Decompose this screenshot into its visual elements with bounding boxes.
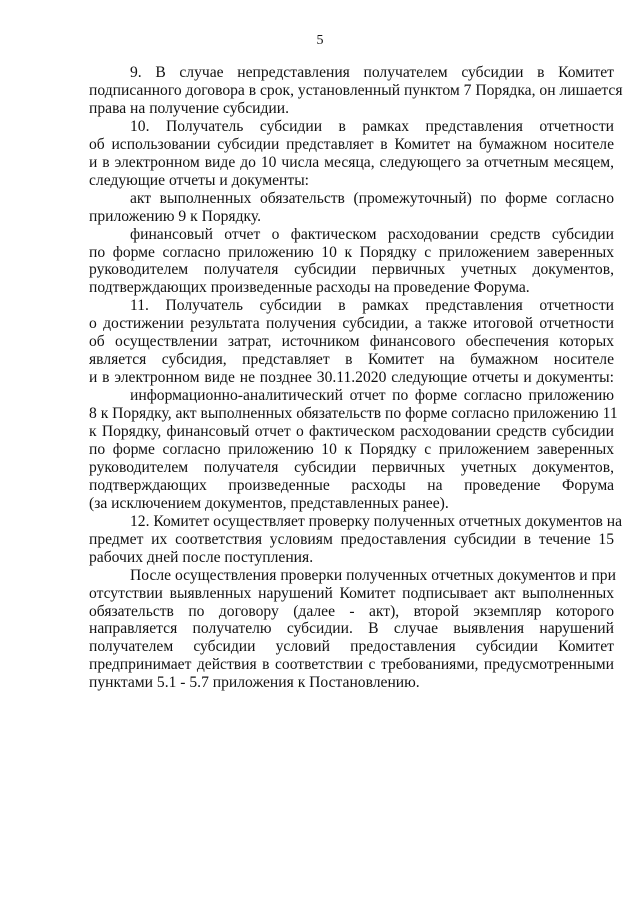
text-line: акт выполненных обязательств (промежуточный) по форме согласно <box>130 189 614 207</box>
text-line: 8 к Порядку, акт выполненных обязательств по форме согласно приложению 11 <box>89 405 618 423</box>
text-line: о достижении результата получения субсидии, а также итоговой отчетности <box>89 315 614 333</box>
text-line: руководителем получателя субсидии первичных учетных документов, <box>89 458 614 476</box>
text-line: получателем субсидии условий предоставления субсидии Комитет <box>89 638 614 656</box>
text-line: об использовании субсидии представляет в Комитет на бумажном носителе <box>89 135 614 153</box>
text-line: подтверждающих произведенные расходы на проведение Форума. <box>89 279 530 297</box>
text-line: к Порядку, финансовый отчет о фактическом расходовании средств субсидии <box>89 423 614 440</box>
text-line: и в электронном виде до 10 числа месяца, следующего за отчетным месяцем, <box>89 153 614 171</box>
text-line: подписанного договора в срок, установленный пунктом 7 Порядка, он лишается <box>89 81 623 99</box>
text-line: 12. Комитет осуществляет проверку полученных отчетных документов на <box>130 512 623 530</box>
text-line: следующие отчеты и документы: <box>89 171 310 189</box>
text-line: 9. В случае непредставления получателем субсидии в Комитет <box>130 64 614 81</box>
text-line: финансовый отчет о фактическом расходовании средств субсидии <box>130 225 614 243</box>
text-line: предпринимает действия в соответствии с требованиями, предусмотренными <box>89 656 614 674</box>
text-line: предмет их соответствия условиям предоставления субсидии в течение 15 <box>89 530 614 548</box>
text-line: по форме согласно приложению 10 к Порядку с приложением заверенных <box>89 243 614 261</box>
text-line: права на получение субсидии. <box>89 99 290 117</box>
text-line: руководителем получателя субсидии первичных учетных документов, <box>89 261 614 279</box>
text-line: направляется получателю субсидии. В случае выявления нарушений <box>89 620 614 638</box>
text-line: является субсидия, представляет в Комитет на бумажном носителе <box>89 351 614 369</box>
text-line: подтверждающих произведенные расходы на проведение Форума <box>89 476 614 494</box>
text-line: отсутствии выявленных нарушений Комитет подписывает акт выполненных <box>89 584 614 602</box>
page-number: 5 <box>316 33 324 48</box>
text-line: приложению 9 к Порядку. <box>89 207 262 225</box>
text-line: (за исключением документов, представленных ранее). <box>89 494 449 512</box>
text-line: рабочих дней после поступления. <box>89 548 314 566</box>
text-line: После осуществления проверки полученных отчетных документов и при <box>130 566 616 584</box>
text-line: информационно-аналитический отчет по форме согласно приложению <box>130 387 614 405</box>
text-line: по форме согласно приложению 10 к Порядку с приложением заверенных <box>89 440 614 458</box>
text-line: 10. Получатель субсидии в рамках представления отчетности <box>130 117 614 135</box>
text-line: обязательств по договору (далее - акт), второй экземпляр которого <box>89 602 614 620</box>
text-line: пунктами 5.1 - 5.7 приложения к Постановлению. <box>89 674 420 692</box>
text-line: 11. Получатель субсидии в рамках представления отчетности <box>130 297 614 315</box>
text-line: и в электронном виде не позднее 30.11.2020 следующие отчеты и документы: <box>89 369 614 387</box>
text-line: об осуществлении затрат, источником финансового обеспечения которых <box>89 333 614 351</box>
